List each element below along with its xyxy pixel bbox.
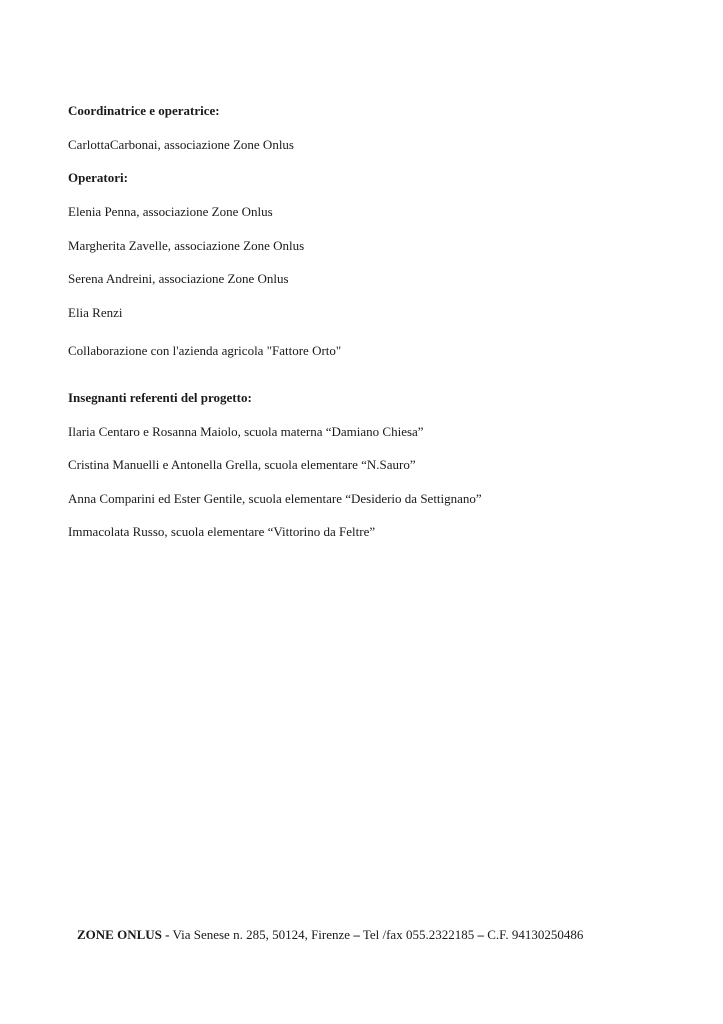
footer-org: ZONE ONLUS - [77,927,170,942]
collaboration-note: Collaborazione con l'azienda agricola "Fattore Orto" [68,343,342,358]
teacher-entry: Cristina Manuelli e Antonella Grella, scuola elementare “N.Sauro” [68,457,416,472]
footer-tel: Tel /fax 055.2322185 [359,927,478,942]
operators-heading: Operatori: [68,170,128,185]
teacher-entry: Ilaria Centaro e Rosanna Maiolo, scuola materna “Damiano Chiesa” [68,424,424,439]
teacher-entry: Anna Comparini ed Ester Gentile, scuola elementare “Desiderio da Settignano” [68,491,482,506]
page-footer [77,927,583,943]
teachers-heading: Insegnanti referenti del progetto: [68,390,252,405]
footer-separator: – [477,927,484,942]
operator-entry: Serena Andreini, associazione Zone Onlus [68,271,289,286]
footer-cf: C.F. 94130250486 [483,927,584,942]
coordinator-entry: CarlottaCarbonai, associazione Zone Onlus [68,137,294,152]
operator-entry: Elenia Penna, associazione Zone Onlus [68,204,273,219]
footer-separator: – [353,927,360,942]
teacher-entry: Immacolata Russo, scuola elementare “Vittorino da Feltre” [68,524,376,539]
coordinator-heading: Coordinatrice e operatrice: [68,103,220,118]
operator-entry: Elia Renzi [68,305,123,320]
footer-address: Via Senese n. 285, 50124, Firenze [169,927,354,942]
operator-entry: Margherita Zavelle, associazione Zone Onlus [68,238,305,253]
